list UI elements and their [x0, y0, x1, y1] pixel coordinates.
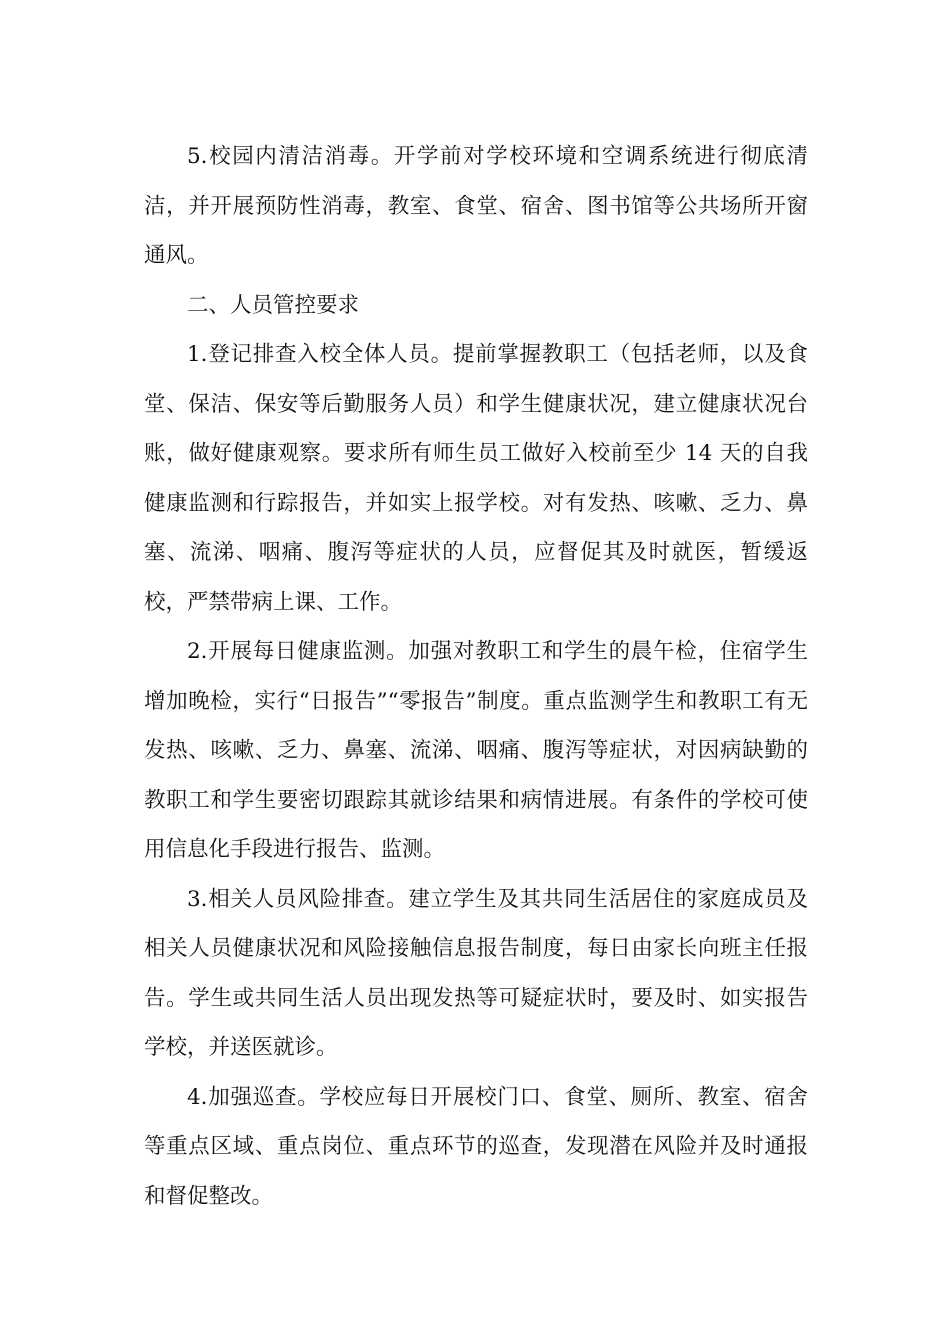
document-body [144, 132, 808, 1221]
paragraph-risk-screening: 3.相关人员风险排查。建立学生及其共同生活居住的家庭成员及相关人员健康状况和风险接触信息报告制度，每日由家长向班主任报告。学生或共同生活人员出现发热等可疑症状时，要及时、如实报告学校，并送医就诊。 [144, 886, 808, 1060]
section-heading-personnel-control: 二、人员管控要求 [187, 292, 360, 318]
paragraph-register-screening: 1.登记排查入校全体人员。提前掌握教职工（包括老师，以及食堂、保洁、保安等后勤服务人员）和学生健康状况，建立健康状况台账，做好健康观察。要求所有师生员工做好入校前至少 14 天的自我健康监测和行踪报告，并如实上报学校。对有发热、咳嗽、乏力、鼻塞、流涕、咽痛、腹泻等症状的人员，应督促其及时就医，暂缓返校，严禁带病上课、工作。 [144, 342, 808, 615]
paragraph-inspection: 4.加强巡查。学校应每日开展校门口、食堂、厕所、教室、宿舍等重点区域、重点岗位、重点环节的巡查，发现潜在风险并及时通报和督促整改。 [144, 1084, 808, 1209]
paragraph-campus-disinfection: 5.校园内清洁消毒。开学前对学校环境和空调系统进行彻底清洁，并开展预防性消毒，教室、食堂、宿舍、图书馆等公共场所开窗通风。 [144, 144, 808, 268]
paragraph-daily-health-monitoring: 2.开展每日健康监测。加强对教职工和学生的晨午检，住宿学生增加晚检，实行“日报告”“零报告”制度。重点监测学生和教职工有无发热、咳嗽、乏力、鼻塞、流涕、咽痛、腹泻等症状，对因病缺勤的教职工和学生要密切跟踪其就诊结果和病情进展。有条件的学校可使用信息化手段进行报告、监测。 [144, 639, 808, 862]
